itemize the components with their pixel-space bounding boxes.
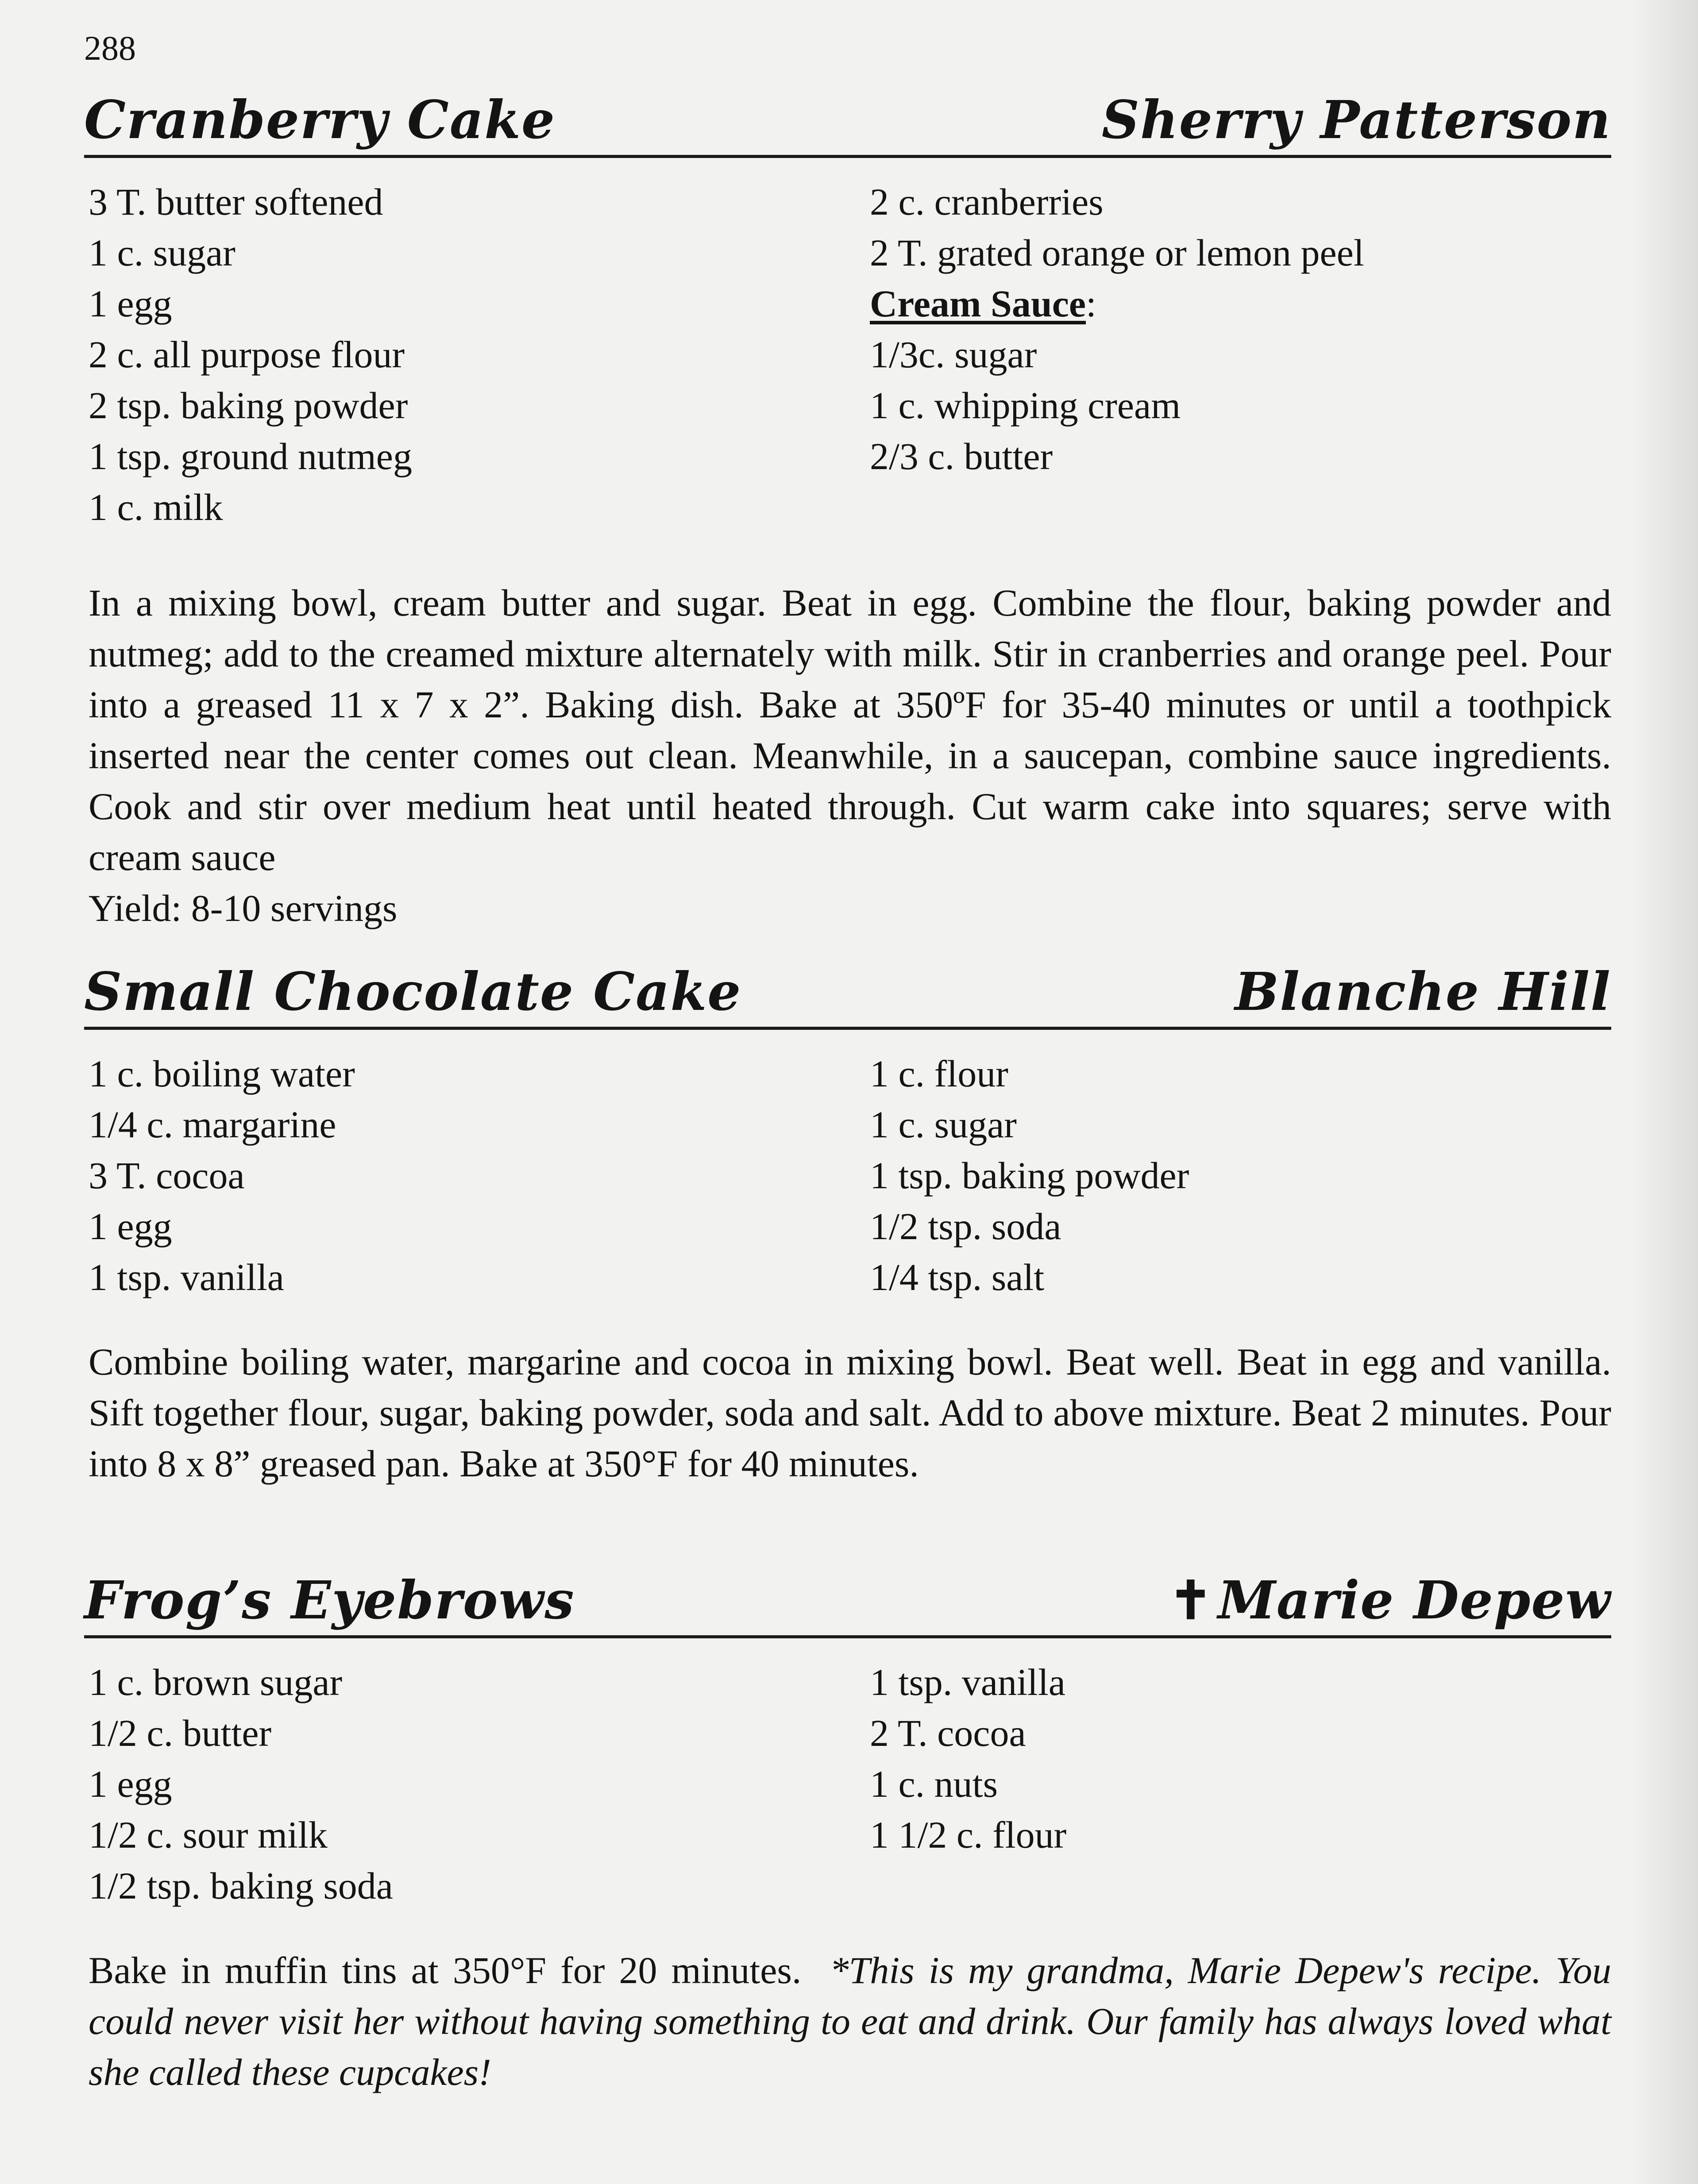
ingredient: 3 T. cocoa (89, 1154, 245, 1197)
ingredient: 1/2 c. butter (89, 1712, 272, 1754)
ingredient: 1/4 c. margarine (89, 1103, 336, 1146)
recipe-author: Blanche Hill (1235, 961, 1611, 1022)
title-rule (84, 1027, 1611, 1030)
recipe-header (84, 960, 1611, 1027)
recipe-author: Marie Depew (1218, 1569, 1611, 1631)
ingredient: 1 c. brown sugar (89, 1661, 343, 1703)
recipe-cranberry-cake (84, 89, 1611, 929)
sauce-ingredient: 2/3 c. butter (870, 435, 1053, 478)
recipe-author: Sherry Patterson (1101, 89, 1611, 150)
ingredient: 1 c. milk (89, 486, 223, 528)
sauce-ingredient: 1 c. whipping cream (870, 384, 1181, 427)
recipe-directions: In a mixing bowl, cream butter and sugar. Beat in egg. Combine the flour, baking powder and nutmeg; add to the creamed mixture alternately with milk. Stir in cranberries and orange peel. Pour into a greased 11 x 7 x 2”. Baking dish. Bake at 350ºF for 35-40 minutes or until a toothpick inserted near the center comes out clean. Meanwhile, in a saucepan, combine sauce ingredients. Cook and stir over medium heat until heated through. Cut warm cake into squares; serve with cream sauce (89, 582, 1611, 878)
recipe-directions: Bake in muffin tins at 350°F for 20 minutes. (89, 1949, 802, 1991)
recipe-small-chocolate-cake (84, 960, 1611, 1485)
ingredient: 2 c. cranberries (870, 181, 1104, 223)
ingredient: 2 T. grated orange or lemon peel (870, 231, 1364, 274)
title-rule (84, 1635, 1611, 1638)
ingredients-right-column (870, 1657, 1066, 1860)
recipe-author-group (1169, 1569, 1611, 1631)
ingredient: 1/2 tsp. baking soda (89, 1864, 393, 1907)
ingredients-left-column (89, 177, 412, 533)
ingredient: 1 c. boiling water (89, 1052, 355, 1095)
ingredient: 1 c. nuts (870, 1763, 998, 1805)
recipe-header (84, 89, 1611, 155)
title-rule (84, 155, 1611, 158)
ingredient: 1 egg (89, 1205, 172, 1248)
recipe-directions-block (89, 1945, 1611, 2098)
ingredient: 1 tsp. vanilla (89, 1256, 284, 1298)
ingredient: 1/2 c. sour milk (89, 1814, 328, 1856)
recipe-title: Cranberry Cake (84, 89, 556, 150)
ingredient: 1 1/2 c. flour (870, 1814, 1067, 1856)
sauce-heading: Cream Sauce (870, 282, 1086, 325)
recipe-header (84, 1569, 1611, 1635)
recipe-note: *This is my grandma, Marie Depew's recipe. You could never visit her without having something to eat and drink. Our family has always loved what she called these cupcakes! (89, 1949, 1612, 2093)
ingredient: 1 tsp. vanilla (870, 1661, 1065, 1703)
ingredient: 1 c. sugar (870, 1103, 1017, 1146)
ingredients-right-column (870, 1048, 1189, 1303)
ingredient: 1 c. flour (870, 1052, 1008, 1095)
sauce-heading-colon: : (1086, 282, 1096, 325)
sauce-heading-line (870, 278, 1364, 329)
ingredient: 1 c. sugar (89, 231, 235, 274)
ingredients-left-column (89, 1657, 393, 1911)
ingredients-right-column (870, 177, 1364, 482)
recipe-yield: Yield: 8-10 servings (89, 887, 397, 929)
memorial-cross-icon: ✝ (1169, 1569, 1214, 1631)
ingredient: 1/4 tsp. salt (870, 1256, 1045, 1298)
ingredient: 2 c. all purpose flour (89, 333, 405, 376)
ingredient: 2 tsp. baking powder (89, 384, 408, 427)
recipe-title: Small Chocolate Cake (84, 961, 742, 1022)
recipe-title: Frog’s Eyebrows (84, 1569, 575, 1631)
page-edge-shadow (1632, 0, 1698, 2184)
page-number: 288 (84, 29, 136, 67)
ingredient: 1 tsp. ground nutmeg (89, 435, 412, 478)
sauce-ingredient: 1/3c. sugar (870, 333, 1037, 376)
recipe-frogs-eyebrows (84, 1569, 1612, 2093)
ingredient: 3 T. butter softened (89, 181, 383, 223)
ingredients-left-column (89, 1048, 355, 1303)
ingredient: 1/2 tsp. soda (870, 1205, 1061, 1248)
recipe-directions: Combine boiling water, margarine and cocoa in mixing bowl. Beat well. Beat in egg and vanilla. Sift together flour, sugar, baking powder, soda and salt. Add to above mixture. Beat 2 minutes. Pour into 8 x 8” greased pan. Bake at 350°F for 40 minutes. (89, 1340, 1611, 1485)
ingredient: 2 T. cocoa (870, 1712, 1026, 1754)
ingredient: 1 tsp. baking powder (870, 1154, 1189, 1197)
ingredient: 1 egg (89, 282, 172, 325)
ingredient: 1 egg (89, 1763, 172, 1805)
